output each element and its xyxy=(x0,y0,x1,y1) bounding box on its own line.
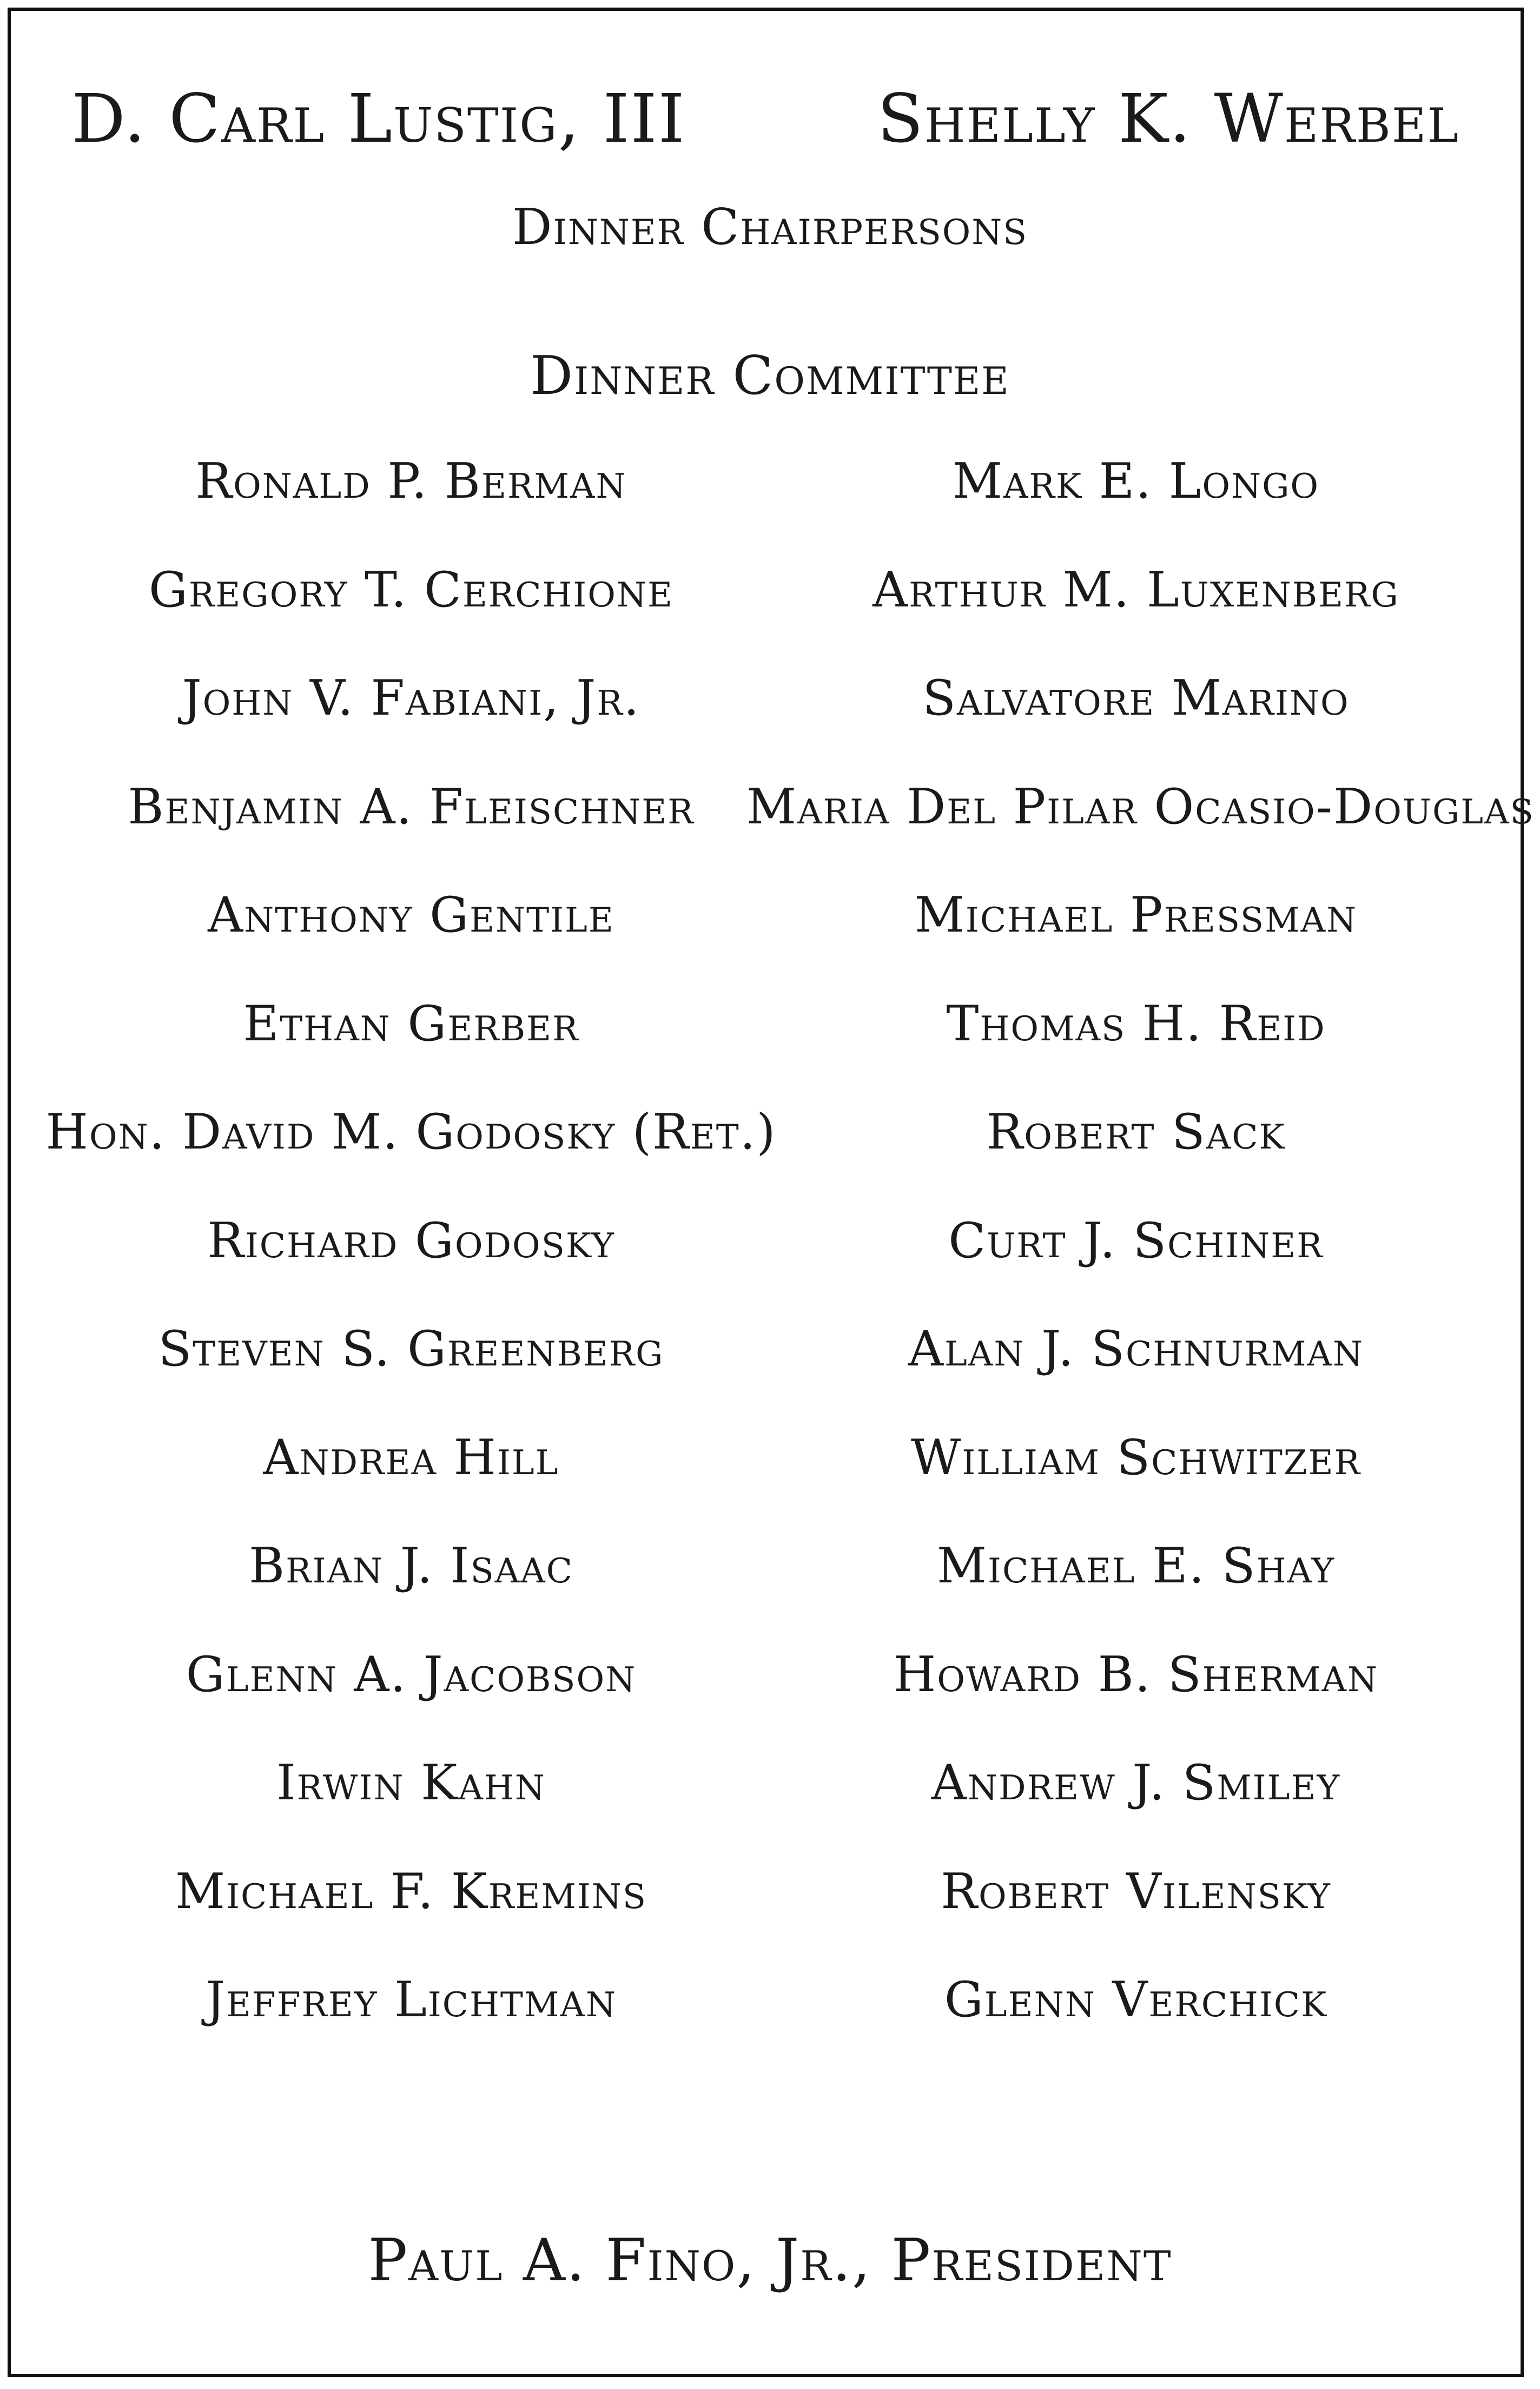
committee-member-right: Howard B. Sherman xyxy=(893,1646,1379,1703)
committee-member-right: Salvatore Marino xyxy=(922,670,1350,727)
committee-member-left: Jeffrey Lichtman xyxy=(205,1971,617,2028)
committee-member-right: Thomas H. Reid xyxy=(946,995,1326,1052)
committee-member-right: Curt J. Schiner xyxy=(948,1212,1324,1269)
committee-member-left: John V. Fabiani, Jr. xyxy=(182,670,640,727)
committee-member-left: Andrea Hill xyxy=(263,1429,559,1486)
committee-member-left: Anthony Gentile xyxy=(208,887,614,943)
committee-member-left: Irwin Kahn xyxy=(276,1754,546,1811)
committee-member-right: Michael E. Shay xyxy=(936,1537,1336,1594)
committee-member-right: Michael Pressman xyxy=(914,887,1358,943)
chairperson-right: Shelly K. Werbel xyxy=(877,80,1460,158)
president-line: Paul A. Fino, Jr., President xyxy=(368,2227,1172,2294)
committee-member-right: Mark E. Longo xyxy=(952,453,1320,510)
committee-member-left: Michael F. Kremins xyxy=(175,1863,647,1920)
committee-member-right: Maria Del Pilar Ocasio-Douglas xyxy=(746,778,1535,835)
committee-member-left: Benjamin A. Fleischner xyxy=(128,778,695,835)
chairperson-left: D. Carl Lustig, III xyxy=(71,80,686,158)
committee-member-right: Andrew J. Smiley xyxy=(931,1754,1341,1811)
chairpersons-heading: Dinner Chairpersons xyxy=(512,198,1028,256)
committee-member-left: Glenn A. Jacobson xyxy=(186,1646,637,1703)
committee-member-left: Ethan Gerber xyxy=(243,995,579,1052)
committee-member-right: Arthur M. Luxenberg xyxy=(873,562,1399,618)
committee-member-left: Ronald P. Berman xyxy=(195,453,627,510)
committee-member-left: Brian J. Isaac xyxy=(249,1537,573,1594)
committee-member-left: Hon. David M. Godosky (Ret.) xyxy=(45,1104,777,1160)
committee-member-right: Robert Sack xyxy=(986,1104,1286,1160)
committee-member-right: Alan J. Schnurman xyxy=(908,1321,1364,1377)
committee-member-left: Gregory T. Cerchione xyxy=(148,562,674,618)
committee-member-right: William Schwitzer xyxy=(910,1429,1361,1486)
committee-heading: Dinner Committee xyxy=(530,345,1010,407)
committee-member-right: Robert Vilensky xyxy=(941,1863,1331,1920)
committee-member-right: Glenn Verchick xyxy=(944,1971,1328,2028)
committee-member-left: Richard Godosky xyxy=(207,1212,615,1269)
committee-member-left: Steven S. Greenberg xyxy=(158,1321,664,1377)
